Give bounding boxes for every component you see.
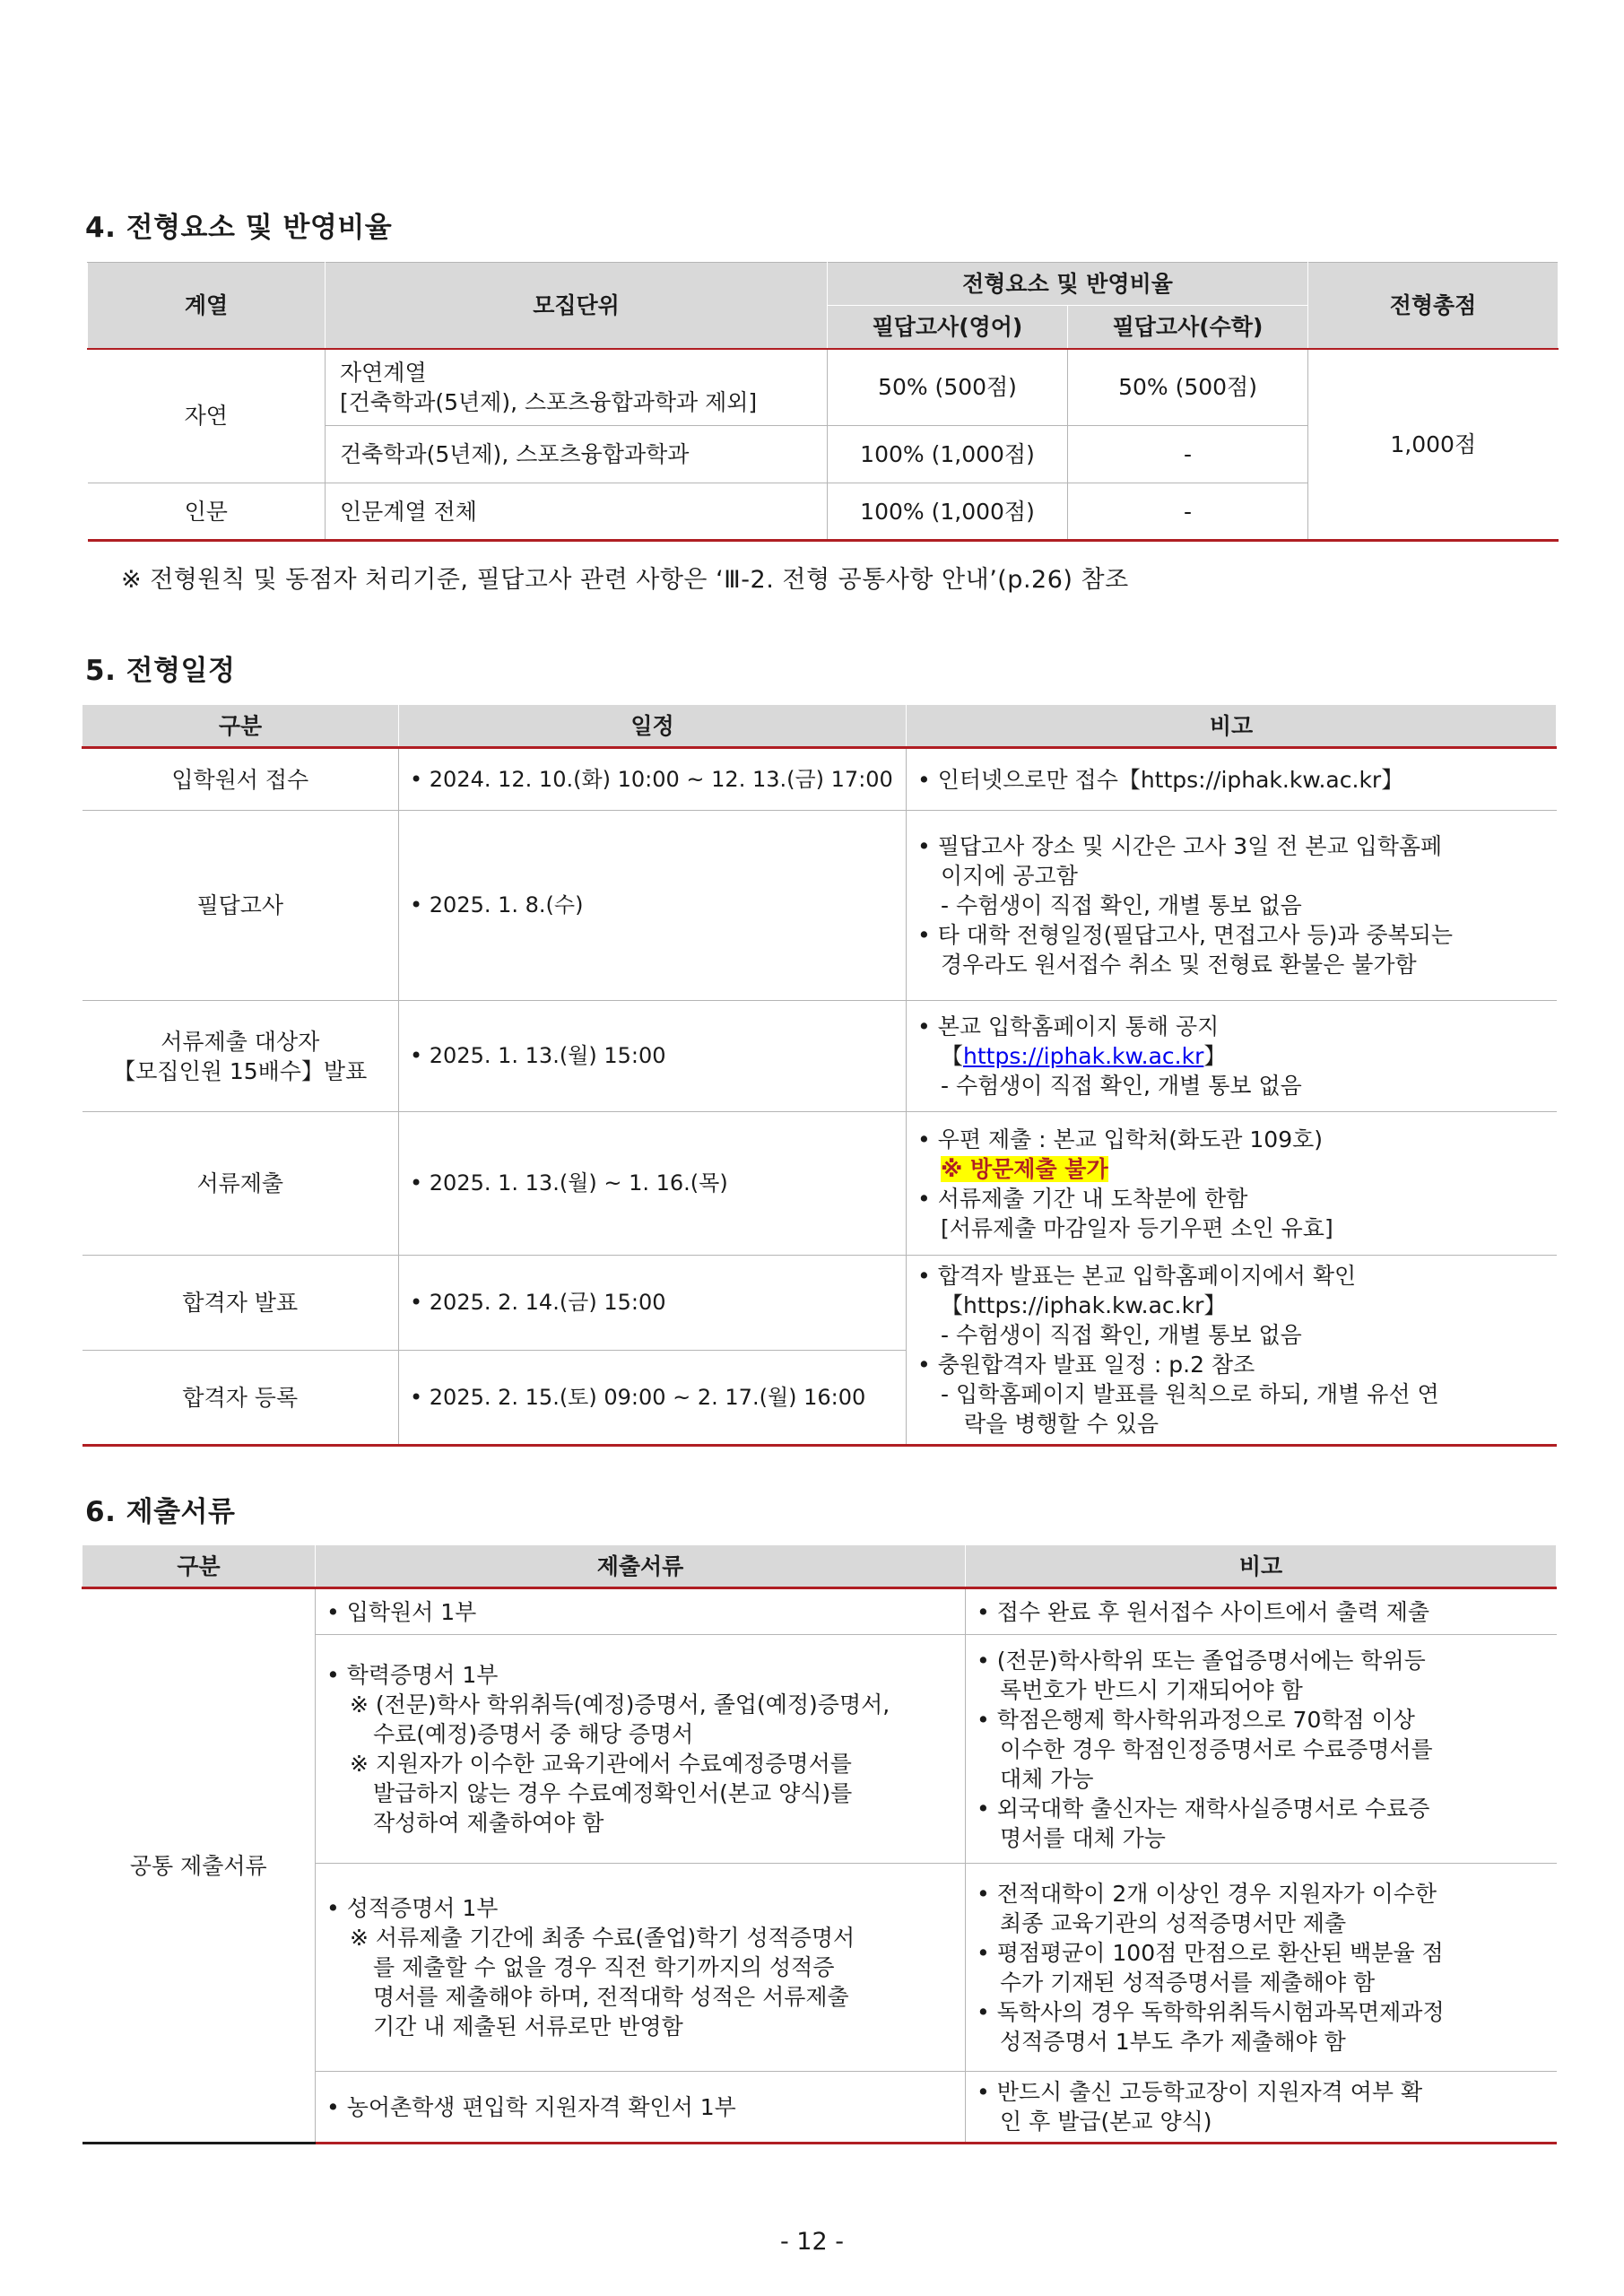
remarks-line: • 반드시 출신 고등학교장이 지원자격 여부 확 bbox=[977, 2079, 1423, 2105]
admission-homepage-link[interactable]: https://iphak.kw.ac.kr bbox=[963, 1043, 1204, 1069]
header-category: 계열 bbox=[88, 263, 326, 349]
documents-line: 기간 내 제출된 서류로만 반영함 bbox=[373, 2013, 683, 2039]
category-cell: 자연 bbox=[88, 349, 326, 483]
documents-table bbox=[82, 1545, 1557, 2144]
division-cell: 합격자 등록 bbox=[83, 1351, 399, 1446]
unit-cell: 건축학과(5년제), 스포츠융합과학과 bbox=[326, 426, 828, 483]
remarks-line: 락을 병행할 수 있음 bbox=[964, 1411, 1159, 1437]
math-ratio-cell: 50% (500점) bbox=[1068, 349, 1308, 426]
remarks-cell bbox=[907, 1112, 1557, 1256]
schedule-cell: • 2025. 2. 15.(토) 09:00 ~ 2. 17.(월) 16:00 bbox=[399, 1351, 907, 1446]
remarks-line: • 학점은행제 학사학위과정으로 70학점 이상 bbox=[977, 1706, 1415, 1733]
documents-cell bbox=[316, 1588, 966, 1635]
selection-ratio-table bbox=[87, 262, 1559, 542]
header-remarks: 비고 bbox=[907, 705, 1557, 748]
documents-line: ※ 서류제출 기간에 최종 수료(졸업)학기 성적증명서 bbox=[350, 1925, 855, 1951]
documents-line: 발급하지 않는 경우 수료예정확인서(본교 양식)를 bbox=[373, 1780, 853, 1806]
section-4-title: 4. 전형요소 및 반영비율 bbox=[85, 212, 393, 244]
division-cell: 필답고사 bbox=[83, 811, 399, 1001]
documents-line: ※ (전문)학사 학위취득(예정)증명서, 졸업(예정)증명서, bbox=[350, 1692, 890, 1718]
remarks-line: • 합격자 발표는 본교 입학홈페이지에서 확인 bbox=[917, 1263, 1357, 1289]
remarks-cell bbox=[907, 748, 1557, 811]
documents-line: • 농어촌학생 편입학 지원자격 확인서 1부 bbox=[326, 2093, 736, 2120]
remarks-line: - 입학홈페이지 발표를 원칙으로 하되, 개별 유선 연 bbox=[941, 1381, 1439, 1407]
math-ratio-cell: - bbox=[1068, 483, 1308, 541]
schedule-cell: • 2025. 1. 13.(월) ~ 1. 16.(목) bbox=[399, 1112, 907, 1256]
remarks-cell bbox=[966, 1588, 1557, 1635]
remarks-line bbox=[917, 1041, 1548, 1071]
division-cell: 공통 제출서류 bbox=[83, 1588, 316, 2144]
remarks-line: • 서류제출 기간 내 도착분에 한함 bbox=[917, 1185, 1248, 1212]
header-elements-group: 전형요소 및 반영비율 bbox=[828, 263, 1308, 306]
remarks-line: 【https://iphak.kw.ac.kr】 bbox=[941, 1292, 1227, 1318]
documents-line: • 학력증명서 1부 bbox=[326, 1662, 499, 1688]
unit-line: [건축학과(5년제), 스포츠융합과학과 제외] bbox=[340, 388, 758, 415]
remarks-cell bbox=[907, 1256, 1557, 1446]
header-english: 필답고사(영어) bbox=[828, 306, 1068, 349]
section-5-title: 5. 전형일정 bbox=[85, 655, 236, 687]
remarks-cell bbox=[907, 1001, 1557, 1112]
remarks-line: • 전적대학이 2개 이상인 경우 지원자가 이수한 bbox=[977, 1880, 1437, 1907]
remarks-line: • 필답고사 장소 및 시간은 고사 3일 전 본교 입학홈페 bbox=[917, 833, 1443, 859]
header-division: 구분 bbox=[83, 1545, 316, 1588]
remarks-line: 경우라도 원서접수 취소 및 전형료 환불은 불가함 bbox=[941, 952, 1417, 978]
schedule-cell: • 2025. 1. 8.(수) bbox=[399, 811, 907, 1001]
schedule-table bbox=[82, 705, 1557, 1447]
documents-line: 를 제출할 수 없을 경우 직전 학기까지의 성적증 bbox=[373, 1954, 835, 1980]
remarks-line: • (전문)학사학위 또는 졸업증명서에는 학위등 bbox=[977, 1647, 1426, 1674]
division-cell bbox=[83, 1001, 399, 1112]
documents-line: • 성적증명서 1부 bbox=[326, 1895, 499, 1921]
remarks-line: • 우편 제출 : 본교 입학처(화도관 109호) bbox=[917, 1126, 1324, 1152]
documents-line: 명서를 제출해야 하며, 전적대학 성적은 서류제출 bbox=[373, 1984, 849, 2010]
section-4-note: ※ 전형원칙 및 동점자 처리기준, 필답고사 관련 사항은 ‘Ⅲ-2. 전형 공통사항 안내’(p.26) 참조 bbox=[121, 566, 1129, 594]
remarks-line: 록번호가 반드시 기재되어야 함 bbox=[1000, 1676, 1303, 1703]
unit-line: 자연계열 bbox=[340, 359, 427, 386]
remarks-line: 성적증명서 1부도 추가 제출해야 함 bbox=[1000, 2028, 1346, 2055]
remarks-line: • 타 대학 전형일정(필답고사, 면접고사 등)과 중복되는 bbox=[917, 922, 1454, 948]
division-line: 서류제출 대상자 bbox=[161, 1028, 320, 1055]
remarks-line: • 접수 완료 후 원서접수 사이트에서 출력 제출 bbox=[977, 1598, 1430, 1625]
remarks-line bbox=[917, 1154, 1548, 1184]
remarks-line: • 외국대학 출신자는 재학사실증명서로 수료증 bbox=[977, 1795, 1430, 1822]
unit-cell bbox=[326, 349, 828, 426]
english-ratio-cell: 50% (500점) bbox=[828, 349, 1068, 426]
documents-line: 작성하여 제출하여야 함 bbox=[373, 1810, 604, 1836]
header-schedule: 일정 bbox=[399, 705, 907, 748]
remarks-line: 최종 교육기관의 성적증명서만 제출 bbox=[1000, 1909, 1347, 1936]
remarks-line: • 평점평균이 100점 만점으로 환산된 백분율 점 bbox=[977, 1939, 1444, 1966]
remarks-line: - 수험생이 직접 확인, 개별 통보 없음 bbox=[941, 1322, 1302, 1348]
schedule-cell: • 2025. 1. 13.(월) 15:00 bbox=[399, 1001, 907, 1112]
remarks-cell bbox=[966, 2072, 1557, 2144]
documents-line: ※ 지원자가 이수한 교육기관에서 수료예정증명서를 bbox=[350, 1751, 852, 1777]
header-math: 필답고사(수학) bbox=[1068, 306, 1308, 349]
documents-line: 수료(예정)증명서 중 해당 증명서 bbox=[373, 1721, 694, 1747]
documents-cell bbox=[316, 1635, 966, 1864]
remarks-line: • 본교 입학홈페이지 통해 공지 bbox=[917, 1013, 1220, 1039]
total-score-cell: 1,000점 bbox=[1308, 349, 1559, 541]
remarks-line: 수가 기재된 성적증명서를 제출해야 함 bbox=[1000, 1969, 1376, 1996]
documents-cell bbox=[316, 2072, 966, 2144]
remarks-line: 대체 가능 bbox=[1000, 1765, 1094, 1792]
remarks-line: • 독학사의 경우 독학학위취득시험과목면제과정 bbox=[977, 1998, 1445, 2025]
remarks-cell bbox=[966, 1864, 1557, 2072]
remarks-line: 명서를 대체 가능 bbox=[1000, 1824, 1166, 1851]
division-cell: 합격자 발표 bbox=[83, 1256, 399, 1351]
remarks-line: • 충원합격자 발표 일정 : p.2 참조 bbox=[917, 1352, 1255, 1378]
unit-cell: 인문계열 전체 bbox=[326, 483, 828, 541]
remarks-line: 이수한 경우 학점인정증명서로 수료증명서를 bbox=[1000, 1735, 1433, 1762]
header-unit: 모집단위 bbox=[326, 263, 828, 349]
section-6-title: 6. 제출서류 bbox=[85, 1496, 236, 1528]
remarks-line: 인 후 발급(본교 양식) bbox=[1000, 2109, 1212, 2135]
division-cell: 입학원서 접수 bbox=[83, 748, 399, 811]
header-remarks: 비고 bbox=[966, 1545, 1557, 1588]
remarks-line: [서류제출 마감일자 등기우편 소인 유효] bbox=[941, 1214, 1333, 1241]
division-cell: 서류제출 bbox=[83, 1112, 399, 1256]
header-division: 구분 bbox=[83, 705, 399, 748]
bracket-close: 】 bbox=[1203, 1043, 1227, 1069]
documents-line: • 입학원서 1부 bbox=[326, 1598, 477, 1625]
schedule-cell: • 2025. 2. 14.(금) 15:00 bbox=[399, 1256, 907, 1351]
category-cell: 인문 bbox=[88, 483, 326, 541]
schedule-cell: • 2024. 12. 10.(화) 10:00 ~ 12. 13.(금) 17:00 bbox=[399, 748, 907, 811]
remarks-line: 이지에 공고함 bbox=[941, 863, 1078, 889]
remarks-line: - 수험생이 직접 확인, 개별 통보 없음 bbox=[941, 892, 1302, 918]
page-number: - 12 - bbox=[779, 2228, 844, 2256]
remarks-line: - 수험생이 직접 확인, 개별 통보 없음 bbox=[941, 1073, 1302, 1099]
documents-cell bbox=[316, 1864, 966, 2072]
remarks-line: • 인터넷으로만 접수【https://iphak.kw.ac.kr】 bbox=[917, 766, 1404, 793]
no-visit-warning: ※ 방문제출 불가 bbox=[941, 1155, 1108, 1182]
header-total: 전형총점 bbox=[1308, 263, 1559, 349]
header-documents: 제출서류 bbox=[316, 1545, 966, 1588]
math-ratio-cell: - bbox=[1068, 426, 1308, 483]
bracket-open: 【 bbox=[941, 1043, 964, 1069]
division-line: 【모집인원 15배수】발표 bbox=[113, 1057, 368, 1084]
english-ratio-cell: 100% (1,000점) bbox=[828, 483, 1068, 541]
remarks-cell bbox=[966, 1635, 1557, 1864]
remarks-cell bbox=[907, 811, 1557, 1001]
english-ratio-cell: 100% (1,000점) bbox=[828, 426, 1068, 483]
